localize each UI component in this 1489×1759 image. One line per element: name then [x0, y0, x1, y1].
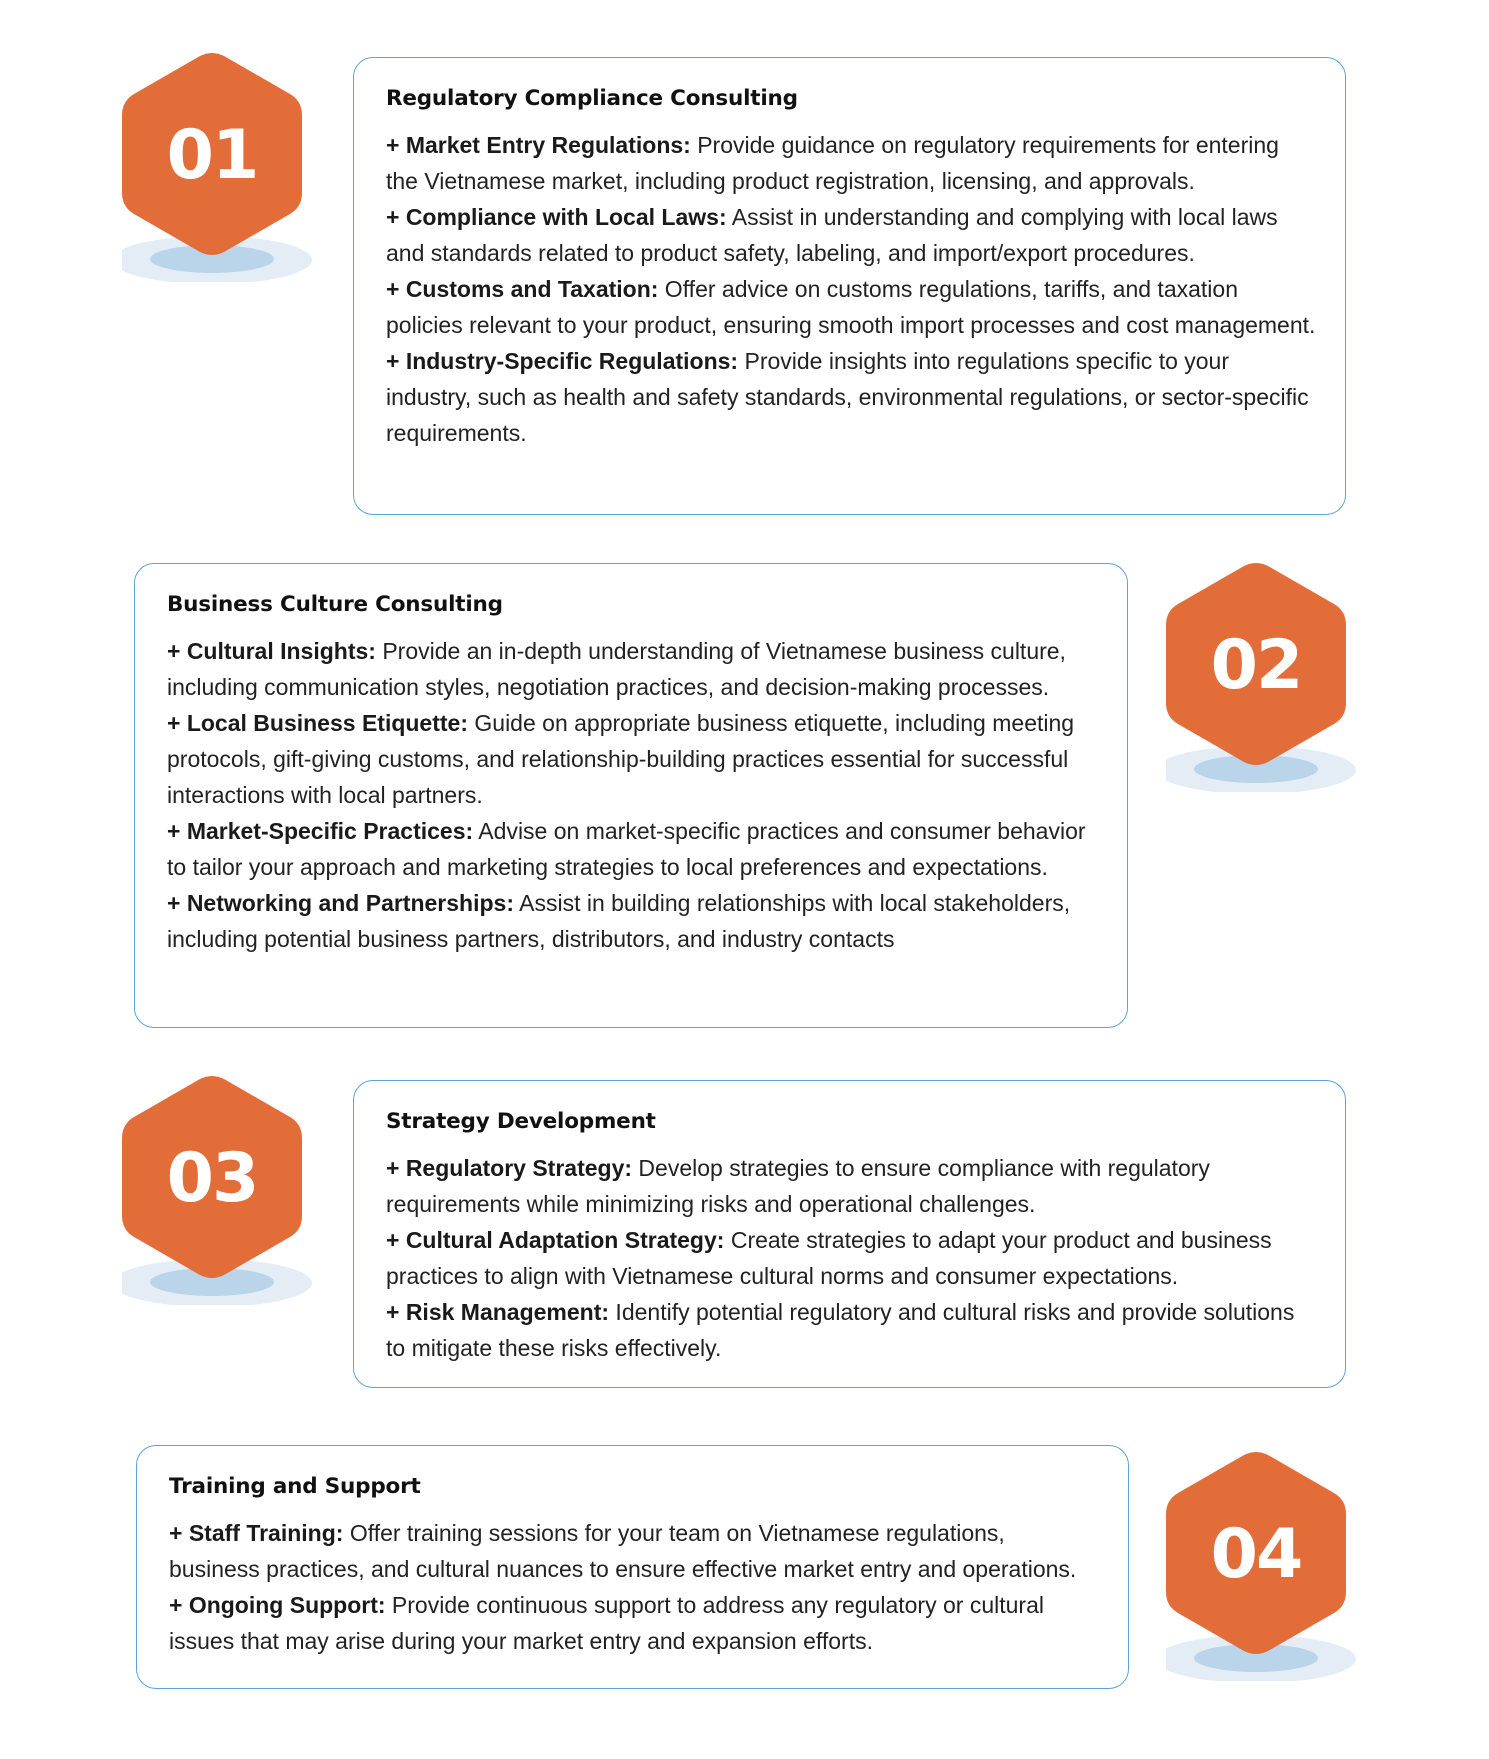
- item-label: + Compliance with Local Laws:: [386, 204, 727, 230]
- section-1-item: [386, 271, 1317, 343]
- item-text: Provide guidance on regulatory requirements for entering the Vietnamese market, including product registration, licensing, and approvals.: [386, 132, 1279, 194]
- section-2-card: [134, 563, 1128, 1028]
- section-4-badge: [1166, 1451, 1366, 1691]
- item-text: Create strategies to adapt your product and business practices to align with Vietnamese cultural norms and consumer expectations.: [386, 1227, 1272, 1289]
- item-text: Provide insights into regulations specific to your industry, such as health and safety standards, environmental regulations, or sector-specific requirements.: [386, 348, 1309, 446]
- section-3-number: 03: [166, 1139, 258, 1218]
- item-label: + Industry-Specific Regulations:: [386, 348, 739, 374]
- section-3-item: [386, 1294, 1317, 1366]
- section-4-item: [169, 1515, 1100, 1587]
- item-label: + Customs and Taxation:: [386, 276, 659, 302]
- section-2-item: [167, 813, 1099, 885]
- item-label: + Local Business Etiquette:: [167, 710, 468, 736]
- item-label: + Cultural Insights:: [167, 638, 376, 664]
- section-4-card: [136, 1445, 1129, 1689]
- section-2-item: [167, 885, 1099, 957]
- section-4-item: [169, 1587, 1100, 1659]
- section-4-number: 04: [1210, 1515, 1302, 1594]
- section-2-badge: [1166, 562, 1366, 802]
- section-3-item: [386, 1150, 1317, 1222]
- section-4-title: Training and Support: [169, 1474, 421, 1499]
- item-text: Develop strategies to ensure compliance with regulatory requirements while minimizing risks and operational challenges.: [386, 1155, 1210, 1217]
- section-1-title: Regulatory Compliance Consulting: [386, 86, 798, 111]
- item-text: Identify potential regulatory and cultural risks and provide solutions to mitigate these risks effectively.: [386, 1299, 1295, 1361]
- section-1-item: [386, 199, 1317, 271]
- item-text: Offer training sessions for your team on Vietnamese regulations, business practices, and cultural nuances to ensure effective market entry and operations.: [169, 1520, 1077, 1582]
- section-1-item: [386, 127, 1317, 199]
- item-label: + Market Entry Regulations:: [386, 132, 691, 158]
- section-2-item: [167, 633, 1099, 705]
- item-text: Guide on appropriate business etiquette, including meeting protocols, gift-giving customs, and relationship-building practices essential for successful interactions with local partners.: [167, 710, 1075, 808]
- section-1-card: [353, 57, 1346, 515]
- item-text: Provide an in-depth understanding of Vietnamese business culture, including communication styles, negotiation practices, and decision-making processes.: [167, 638, 1066, 700]
- item-label: + Regulatory Strategy:: [386, 1155, 633, 1181]
- item-label: + Market-Specific Practices:: [167, 818, 474, 844]
- section-3-title: Strategy Development: [386, 1109, 656, 1134]
- section-2-item: [167, 705, 1099, 813]
- section-3-item: [386, 1222, 1317, 1294]
- item-text: Offer advice on customs regulations, tariffs, and taxation policies relevant to your product, ensuring smooth import processes and cost management.: [386, 276, 1316, 338]
- item-text: Assist in understanding and complying with local laws and standards related to product safety, labeling, and import/export procedures.: [386, 204, 1278, 266]
- section-2-number: 02: [1210, 626, 1302, 705]
- item-text: Advise on market-specific practices and consumer behavior to tailor your approach and marketing strategies to local preferences and expectations.: [167, 818, 1086, 880]
- item-text: Assist in building relationships with local stakeholders, including potential business partners, distributors, and industry contacts: [167, 890, 1071, 952]
- section-1-number: 01: [166, 116, 258, 195]
- item-label: + Risk Management:: [386, 1299, 610, 1325]
- section-2-title: Business Culture Consulting: [167, 592, 503, 617]
- section-1-item: [386, 343, 1317, 451]
- item-label: + Ongoing Support:: [169, 1592, 386, 1618]
- section-3-card: [353, 1080, 1346, 1388]
- item-label: + Networking and Partnerships:: [167, 890, 514, 916]
- section-1-badge: [122, 52, 322, 292]
- section-3-badge: [122, 1075, 322, 1315]
- item-label: + Cultural Adaptation Strategy:: [386, 1227, 725, 1253]
- item-text: Provide continuous support to address any regulatory or cultural issues that may arise during your market entry and expansion efforts.: [169, 1592, 1044, 1654]
- item-label: + Staff Training:: [169, 1520, 344, 1546]
